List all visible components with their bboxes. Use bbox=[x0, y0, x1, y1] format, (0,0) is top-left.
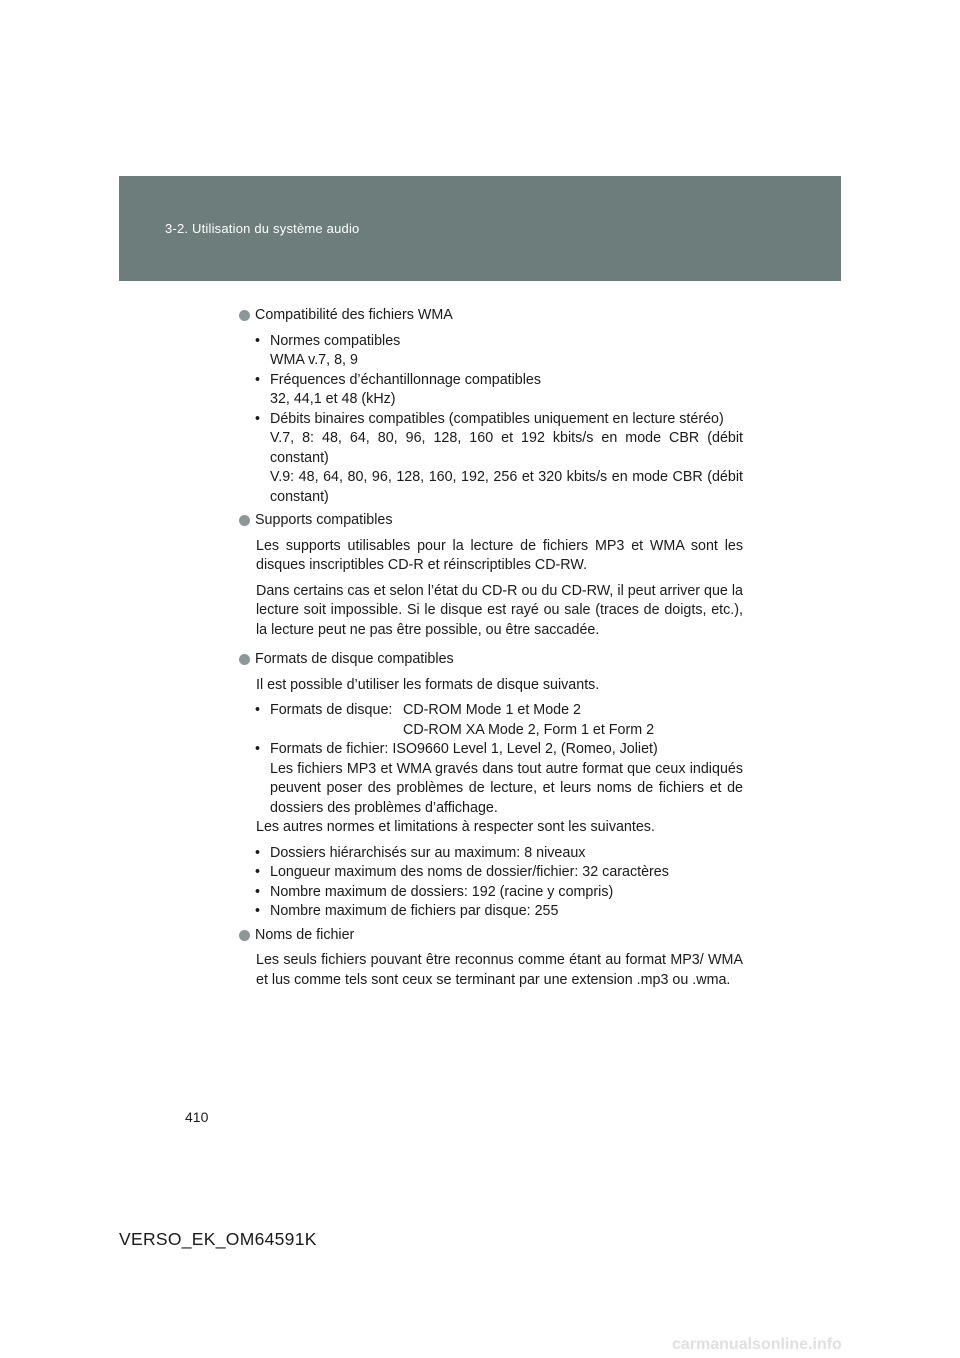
formats-list bbox=[255, 701, 743, 818]
bullet-dot-icon: • bbox=[255, 332, 261, 349]
supports-heading: Supports compatibles bbox=[241, 511, 743, 531]
document-code: VERSO_EK_OM64591K bbox=[119, 1229, 317, 1249]
list-item: • Formats de fichier: ISO9660 Level 1, Level 2, (Romeo, Joliet) Les fichiers MP3 et WMA gravés dans tout autre format que ceux indiqués peuvent poser des problèmes de lecture, et leurs noms de fichiers et de dossiers des problèmes d’affichage. bbox=[255, 741, 743, 816]
bullet-dot-icon: • bbox=[255, 844, 261, 861]
bullet-dot-icon: • bbox=[255, 702, 261, 718]
bullet-circle-icon bbox=[239, 654, 250, 665]
list-item: • Nombre maximum de dossiers: 192 (racine y compris) bbox=[255, 883, 743, 903]
list-item: • Formats de disque: CD-ROM Mode 1 et Mode 2 CD-ROM XA Mode 2, Form 1 et Form 2 bbox=[255, 702, 655, 738]
wma-list bbox=[255, 332, 743, 508]
names-paragraph: Les seuls fichiers pouvant être reconnus comme étant au format MP3/ WMA et lus comme tels sont ceux se terminant par une extension .mp3 ou .wma. bbox=[256, 952, 743, 988]
section-title: 3-2. Utilisation du système audio bbox=[165, 221, 360, 236]
bullet-circle-icon bbox=[239, 515, 250, 526]
list-item: • Dossiers hiérarchisés sur au maximum: 8 niveaux bbox=[255, 844, 743, 864]
bullet-dot-icon: • bbox=[255, 410, 261, 427]
svg-text:carmanualsonline.info: carmanualsonline.info bbox=[672, 1336, 842, 1353]
limits-list bbox=[255, 844, 743, 922]
bullet-dot-icon: • bbox=[255, 741, 261, 757]
list-item: • Fréquences d’échantillonnage compatibles 32, 44,1 et 48 (kHz) bbox=[255, 371, 542, 407]
formats-heading: Formats de disque compatibles bbox=[241, 650, 743, 670]
list-item: • Longueur maximum des noms de dossier/fichier: 32 caractères bbox=[255, 863, 743, 883]
supports-paragraph: Dans certains cas et selon l’état du CD-R ou du CD-RW, il peut arriver que la lecture soit impossible. Si le disque est rayé ou sale (traces de doigts, etc.), la lecture peut ne pas être possible, ou être saccadée. bbox=[256, 582, 743, 638]
page-content bbox=[241, 306, 743, 996]
wma-heading: Compatibilité des fichiers WMA bbox=[241, 306, 743, 326]
names-heading: Noms de fichier bbox=[241, 926, 743, 946]
list-item: • Débits binaires compatibles (compatibles uniquement en lecture stéréo) V.7, 8: 48, 64, 80, 96, 128, 160 et 192 kbits/s en mode CBR (débit constant) V.9: 48, 64, 80, 96, 128, 160, 192, 256 et 320 kbits/s en mode CBR (débit constant) bbox=[255, 410, 743, 505]
bullet-dot-icon: • bbox=[255, 371, 261, 388]
watermark-logo bbox=[672, 1334, 946, 1354]
bullet-circle-icon bbox=[239, 930, 250, 941]
supports-paragraph: Les supports utilisables pour la lecture de fichiers MP3 et WMA sont les disques inscriptibles CD-R et réinscriptibles CD-RW. bbox=[256, 537, 743, 573]
header-band bbox=[119, 176, 841, 281]
page-number: 410 bbox=[185, 1109, 209, 1125]
formats-intro: Il est possible d’utiliser les formats de disque suivants. bbox=[256, 676, 600, 693]
bullet-dot-icon: • bbox=[255, 864, 261, 880]
bullet-dot-icon: • bbox=[255, 903, 261, 919]
bullet-circle-icon bbox=[239, 310, 250, 321]
bullet-dot-icon: • bbox=[255, 883, 261, 900]
limits-intro: Les autres normes et limitations à respecter sont les suivantes. bbox=[256, 819, 655, 835]
list-item: • Nombre maximum de fichiers par disque: 255 bbox=[255, 902, 743, 922]
list-item: • Normes compatibles WMA v.7, 8, 9 bbox=[255, 332, 401, 368]
